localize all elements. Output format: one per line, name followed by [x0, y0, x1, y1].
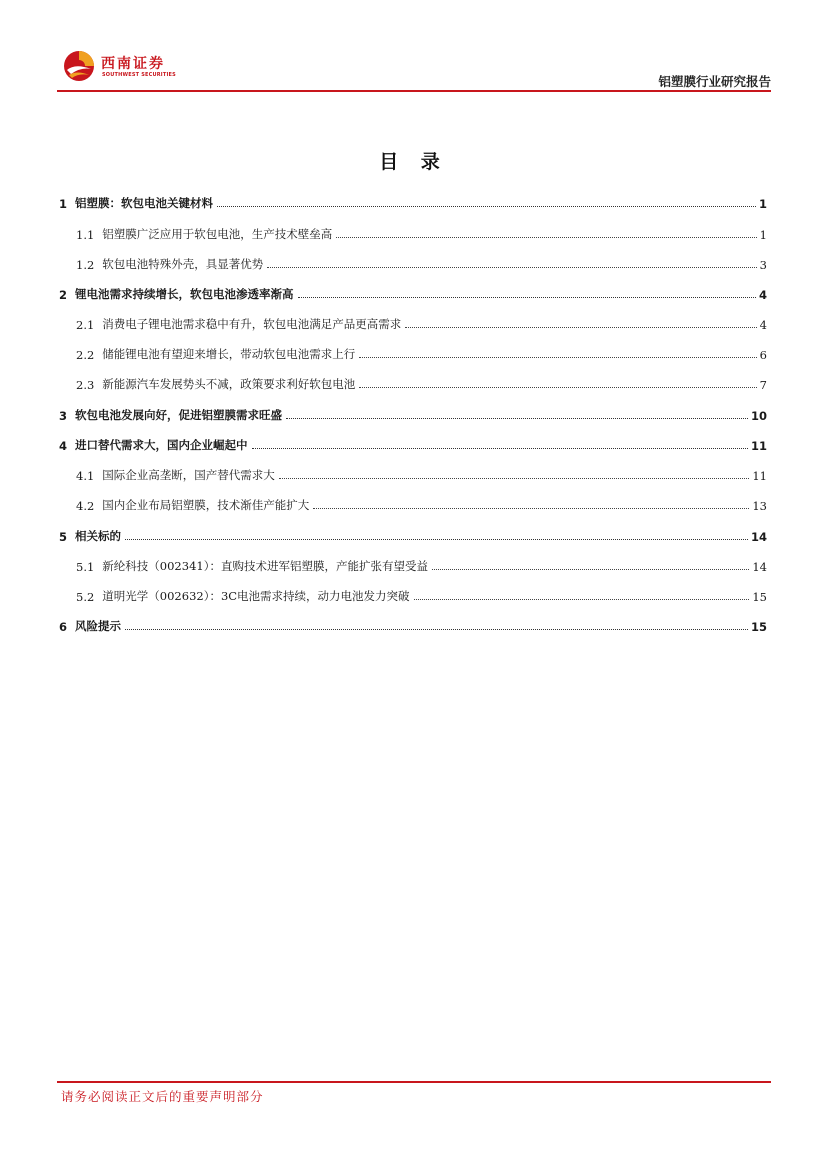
toc-page-number: 7 — [759, 378, 767, 392]
toc-dot-leader — [405, 327, 756, 328]
toc-subsection-entry[interactable] — [76, 222, 767, 242]
toc-subsection-entry[interactable] — [76, 342, 767, 362]
toc-page-number: 13 — [752, 499, 767, 513]
toc-subsection-entry[interactable] — [76, 463, 767, 483]
toc-dot-leader — [217, 206, 756, 207]
toc-entry-title: 消费电子锂电池需求稳中有升，软包电池满足产品更高需求 — [102, 317, 402, 331]
toc-entry-number: 4.1 — [76, 469, 95, 483]
toc-dot-leader — [414, 599, 750, 600]
toc-dot-leader — [286, 418, 748, 419]
report-title: 铝塑膜行业研究报告 — [658, 74, 771, 89]
toc-entry-number: 1.2 — [76, 258, 95, 272]
toc-entry-number: 5.1 — [76, 560, 95, 574]
toc-page-number: 4 — [758, 288, 767, 302]
toc-dot-leader — [432, 569, 749, 570]
logo-chinese-name: 西南证券 — [101, 56, 165, 72]
toc-entry-number: 5.2 — [76, 590, 95, 604]
toc-section-entry[interactable] — [59, 524, 767, 544]
toc-dot-leader — [313, 508, 749, 509]
toc-entry-title: 国内企业布局铝塑膜，技术渐佳产能扩大 — [102, 498, 310, 512]
header-divider — [57, 90, 771, 92]
toc-entry-title: 铝塑膜广泛应用于软包电池，生产技术壁垒高 — [102, 227, 333, 241]
toc-subsection-entry[interactable] — [76, 493, 767, 513]
page-header — [57, 44, 771, 92]
toc-subsection-entry[interactable] — [76, 584, 767, 604]
toc-entry-number: 5 — [59, 530, 68, 544]
toc-section-entry[interactable] — [59, 403, 767, 423]
footer-divider — [57, 1081, 771, 1083]
toc-dot-leader — [125, 629, 748, 630]
toc-page-number: 6 — [759, 348, 767, 362]
toc-entry-title: 新能源汽车发展势头不减，政策要求利好软包电池 — [102, 377, 356, 391]
toc-entry-title: 道明光学（002632）：3C电池需求持续，动力电池发力突破 — [102, 589, 410, 603]
toc-entry-title: 国际企业高垄断，国产替代需求大 — [102, 468, 275, 482]
toc-entry-number: 3 — [59, 409, 68, 423]
company-logo — [63, 50, 183, 84]
toc-entry-title: 储能锂电池有望迎来增长，带动软包电池需求上行 — [102, 347, 356, 361]
toc-entry-title: 软包电池发展向好，促进铝塑膜需求旺盛 — [75, 408, 283, 422]
toc-dot-leader — [267, 267, 756, 268]
toc-subsection-entry[interactable] — [76, 252, 767, 272]
toc-entry-title: 风险提示 — [75, 619, 122, 633]
toc-heading: 目 录 — [379, 151, 448, 173]
toc-page-number: 14 — [752, 560, 767, 574]
toc-page-number: 4 — [759, 318, 767, 332]
toc-page-number: 3 — [759, 258, 767, 272]
toc-dot-leader — [298, 297, 756, 298]
toc-entry-title: 新纶科技（002341）：直购技术进军铝塑膜，产能扩张有望受益 — [102, 559, 428, 573]
toc-section-entry[interactable] — [59, 614, 767, 634]
toc-page-number: 14 — [750, 530, 767, 544]
toc-dot-leader — [125, 539, 748, 540]
toc-entry-title: 软包电池特殊外壳，具显著优势 — [102, 257, 264, 271]
toc-subsection-entry[interactable] — [76, 554, 767, 574]
footer-disclaimer: 请务必阅读正文后的重要声明部分 — [61, 1089, 264, 1104]
toc-section-entry[interactable] — [59, 191, 767, 211]
toc-entry-number: 2.2 — [76, 348, 95, 362]
toc-dot-leader — [336, 237, 756, 238]
toc-page-number: 11 — [750, 439, 767, 453]
toc-dot-leader — [279, 478, 750, 479]
toc-entry-number: 4.2 — [76, 499, 95, 513]
toc-subsection-entry[interactable] — [76, 312, 767, 332]
toc-entry-number: 2.3 — [76, 378, 95, 392]
toc-page-number: 10 — [750, 409, 767, 423]
toc-dot-leader — [252, 448, 748, 449]
toc-entry-number: 2 — [59, 288, 68, 302]
toc-entry-number: 4 — [59, 439, 68, 453]
toc-section-entry[interactable] — [59, 433, 767, 453]
toc-entry-title: 相关标的 — [75, 529, 122, 543]
toc-entry-title: 进口替代需求大，国内企业崛起中 — [75, 438, 248, 452]
toc-entry-title: 铝塑膜：软包电池关键材料 — [75, 196, 214, 210]
toc-subsection-entry[interactable] — [76, 372, 767, 392]
toc-dot-leader — [359, 387, 756, 388]
toc-entry-title: 锂电池需求持续增长，软包电池渗透率渐高 — [75, 287, 294, 301]
logo-english-name: SOUTHWEST SECURITIES — [102, 72, 176, 78]
toc-page-number: 11 — [752, 469, 767, 483]
toc-page-number: 1 — [759, 228, 767, 242]
toc-page-number: 1 — [758, 197, 767, 211]
toc-dot-leader — [359, 357, 756, 358]
southwest-securities-logo-icon — [63, 50, 95, 82]
toc-page-number: 15 — [752, 590, 767, 604]
toc-entry-number: 1 — [59, 197, 68, 211]
toc-entry-number: 2.1 — [76, 318, 95, 332]
toc-entry-number: 1.1 — [76, 228, 95, 242]
toc-page-number: 15 — [750, 620, 767, 634]
toc-section-entry[interactable] — [59, 282, 767, 302]
toc-entry-number: 6 — [59, 620, 68, 634]
